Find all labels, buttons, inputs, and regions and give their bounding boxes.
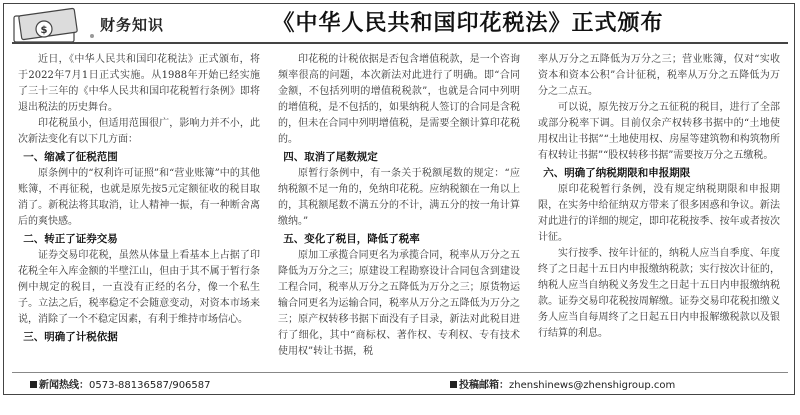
- section-heading: 六、明确了纳税期限和申报期限: [543, 167, 691, 179]
- section-heading: 五、变化了税目，降低了税率: [283, 233, 420, 245]
- paragraph: 率从万分之五降低为万分之三；营业账簿，仅对“实收资本和资本公积”合计征税，税率从万分之五降低为万分之二点五。: [538, 54, 780, 97]
- paragraph: 实行按季、按年计征的，纳税人应当自季度、年度终了之日起十五日内申报缴纳税款；实行按次计征的，纳税人应当自纳税义务发生之日起十五日内申报缴纳税款。证券交易印花税按周解缴。证券交易印花税扣缴义务人应当自每周终了之日起五日内申报解缴税款以及银行结算的利息。: [538, 248, 780, 339]
- column-tag: 财务知识: [100, 16, 165, 34]
- email-value[interactable]: zhenshinews@zhenshigroup.com: [509, 380, 676, 391]
- article-column-3: [538, 52, 780, 364]
- article-column-2: [278, 52, 520, 364]
- section-heading: 四、取消了尾数规定: [283, 151, 378, 163]
- section-heading: 二、转正了证券交易: [23, 233, 118, 245]
- paragraph: 原加工承揽合同更名为承揽合同，税率从万分之五降低为万分之三；原建设工程勘察设计合同包含到建设工程合同，税率从万分之五降低为万分之三；原货物运输合同更名为运输合同，税率从万分之五降低为万分之三；原产权转移书据下面没有子目录，新法对此税目进行了细化，其中“商标权、著作权、专利权、专有技术使用权”转让书据，税: [278, 250, 520, 357]
- footer-divider: [12, 372, 788, 373]
- paragraph: 印花税虽小，但适用范围很广，影响力并不小，此次新法变化有以下几方面：: [18, 118, 260, 145]
- header-divider: [12, 42, 788, 44]
- hotline-label: 新闻热线：: [39, 380, 89, 391]
- submission-email: [450, 376, 675, 391]
- email-label: 投稿邮箱：: [459, 380, 509, 391]
- square-bullet-icon: [450, 381, 457, 388]
- paragraph: 可以说，原先按万分之五征税的税目，进行了全部或部分税率下调。目前仅余产权转移书据中的“土地使用权出让书据”“土地使用权、房屋等建筑物和构筑物所有权转让书据”“股权转移书据”需要按万分之五缴税。: [538, 102, 780, 161]
- section-heading: 三、明确了计税依据: [23, 331, 118, 343]
- hotline: [30, 376, 211, 391]
- article-body: [18, 52, 780, 364]
- paragraph: 近日，《中华人民共和国印花税法》正式颁布，将于2022年7月1日正式实施。从1988年开始已经实施了三十三年的《中华人民共和国印花税暂行条例》即将退出税法的历史舞台。: [18, 54, 260, 113]
- article-column-1: [18, 52, 260, 364]
- paragraph: 原暂行条例中，有一条关于税额尾数的规定：“应纳税额不足一角的，免纳印花税。应纳税额在一角以上的，其税额尾数不满五分的不计，满五分的按一角计算缴纳。”: [278, 168, 520, 227]
- paragraph: 原印花税暂行条例，没有规定纳税期限和申报期限，在实务中给征纳双方带来了很多困惑和争议。新法对此进行的详细的规定，即印花税按季、按年或者按次计征。: [538, 184, 780, 243]
- paragraph: 印花税的计税依据是否包含增值税款，是一个咨询频率很高的问题，本次新法对此进行了明确。即“合同金额，不包括列明的增值税税款”，也就是合同中列明的增值税，是不包括的，如果纳税人签订的合同是含税的，但未在合同中列明增值税，是需要全额计算印花税的。: [278, 54, 520, 145]
- article-headline: 《中华人民共和国印花税法》正式颁布: [272, 11, 664, 36]
- svg-text:$: $: [40, 25, 48, 36]
- paragraph: 原条例中的“权利许可证照”和“营业账簿”中的其他账簿，不再征税，也就是原先按5元定额征收的税目取消了。新税法将其取消，让人精神一振，有一种断舍离后的爽快感。: [18, 168, 260, 227]
- section-heading: 一、缩减了征税范围: [23, 151, 118, 163]
- paragraph: 证券交易印花税，虽然从体量上看基本上占据了印花税全年入库金额的半壁江山，但由于其不属于暂行条例中规定的税目，一直没有正经的名分，像一个私生子。立法之后，税率稳定不会随意变动，对资本市场来说，消除了一个不稳定因素，有利于维持市场信心。: [18, 250, 260, 325]
- square-bullet-icon: [30, 381, 37, 388]
- money-card-icon: [12, 6, 98, 44]
- hotline-value: 0573-88136587/906587: [89, 380, 211, 391]
